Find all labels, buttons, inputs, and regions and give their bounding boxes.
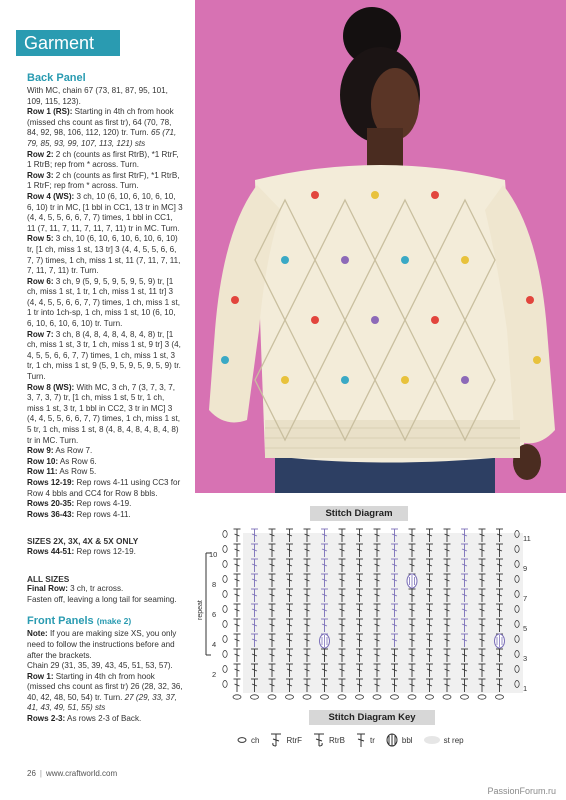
chain-stitch xyxy=(373,695,381,699)
rtrb-icon xyxy=(312,732,326,748)
row-label-11: 11 xyxy=(523,534,531,543)
bobble-icon xyxy=(385,732,399,748)
treble-icon xyxy=(355,732,367,748)
watermark: PassionForum.ru xyxy=(487,786,556,796)
repeat-label: repeat xyxy=(197,600,204,620)
row-7: Row 7: 3 ch, 8 (4, 8, 4, 8, 4, 8, 4, 8) tr, [1 ch, miss 1 st, 3 tr, 1 ch, miss 1 st, 9 tr] 3 (4, 4, 5, 5, 6, 6, 7, 7) times, 1 ch, miss 1 st, 3 tr, 1 ch, miss 1 st, 9 (5, 9, 5, 9, 5, 9, 5, 9) tr. Turn. xyxy=(27,329,181,382)
page-footer xyxy=(27,769,117,778)
stitch-diagram xyxy=(195,525,535,708)
garment-photo xyxy=(195,0,566,493)
row-label-2: 2 xyxy=(212,670,217,679)
front-note: Note: If you are making size XS, you only need to follow the instructions before and after the brackets. xyxy=(27,629,177,660)
chain-stitch xyxy=(478,695,486,699)
chain-stitch xyxy=(286,695,294,699)
rows-20-35: Rows 20-35: Rep rows 4-19. xyxy=(27,499,132,509)
key-item-bbl: bbl xyxy=(385,732,413,748)
row-label-10: 10 xyxy=(209,550,218,559)
rows-36-43: Rows 36-43: Rep rows 4-11. xyxy=(27,509,131,519)
rows-12-19: Rows 12-19: Rep rows 4-11 using CC3 for Row 4 bbls and CC4 for Row 8 bbls. xyxy=(27,477,181,498)
all-sizes-heading: ALL SIZES xyxy=(27,573,70,584)
row-4: Row 4 (WS): 3 ch, 10 (6, 10, 6, 10, 6, 10, 6, 10) tr in MC, [1 bbl in CC1, 13 tr in MC] 3 (4, 4, 5, 5, 6, 6, 7, 7) times, 1 bbl in CC1, 11 (7, 11, 7, 11, 7, 11, 7, 11) tr in MC. Turn. xyxy=(27,191,183,233)
sizes-heading: SIZES 2X, 3X, 4X & 5X ONLY xyxy=(27,536,139,547)
row-label-5: 5 xyxy=(523,624,528,633)
chain-stitch xyxy=(338,695,346,699)
chain-stitch xyxy=(303,695,311,699)
row-10: Row 10: As Row 6. xyxy=(27,456,97,466)
front-panels-heading: Front Panels (make 2) xyxy=(27,615,132,628)
chain-icon xyxy=(236,736,248,744)
rtrf-icon xyxy=(269,732,283,748)
row-5: Row 5: 3 ch, 10 (6, 10, 6, 10, 6, 10, 6, 10) tr, [1 ch, miss 1 st, 13 tr] 3 (4, 4, 5, 5, 6, 6, 7, 7) times, 1 ch, miss 1 st, 11 (7, 11, 7, 11, 7, 11, 7, 11) tr. Turn. xyxy=(27,234,181,276)
chain-stitch xyxy=(496,695,504,699)
row-9: Row 9: As Row 7. xyxy=(27,446,93,456)
repeat-bracket xyxy=(206,553,211,655)
page-number: 26 xyxy=(27,769,36,778)
chain-stitch xyxy=(443,695,451,699)
stitch-repeat-region xyxy=(243,533,523,693)
final-row: Final Row: 3 ch, tr across. xyxy=(27,584,124,594)
row-label-9: 9 xyxy=(523,564,528,573)
row-label-3: 3 xyxy=(523,654,528,663)
chain-stitch xyxy=(251,695,259,699)
stitch-key xyxy=(236,732,474,748)
chain-stitch xyxy=(461,695,469,699)
back-panel-heading: Back Panel xyxy=(27,72,86,84)
key-item-rtrb: RtrB xyxy=(312,732,345,748)
row-3: Row 3: 2 ch (counts as first RtrF), *1 RtrB, 1 RtrF; rep from * across. Turn. xyxy=(27,170,180,191)
fasten-off: Fasten off, leaving a long tail for seaming. xyxy=(27,594,177,604)
front-row-1: Row 1: Starting in 4th ch from hook (missed chs count as first tr) 26 (28, 32, 36, 40, 42, 48, 50, 54) tr. Turn. 27 (29, 33, 37, 41, 43, 49, 51, 55) sts xyxy=(27,671,183,713)
rows-44-51: Rows 44-51: Rep rows 12-19. xyxy=(27,546,136,556)
row-label-1: 1 xyxy=(523,684,528,693)
chain-stitch xyxy=(426,695,434,699)
footer-separator: | xyxy=(39,769,42,778)
chain-stitch xyxy=(356,695,364,699)
key-item-ch: ch xyxy=(236,736,259,745)
stitch-diagram-title: Stitch Diagram xyxy=(310,506,408,521)
stitch-key-title: Stitch Diagram Key xyxy=(309,710,435,725)
front-chain: Chain 29 (31, 35, 39, 43, 45, 51, 53, 57). xyxy=(27,661,173,671)
row-1: Row 1 (RS): Starting in 4th ch from hook (missed chs count as first tr), 64 (70, 78, 84, 92, 98, 106, 112, 120) tr. Turn. 65 (71, 79, 85, 93, 99, 107, 113, 121) sts xyxy=(27,107,177,148)
back-panel-intro: With MC, chain 67 (73, 81, 87, 95, 101, 109, 115, 123). xyxy=(27,86,168,106)
row-2: Row 2: 2 ch (counts as first RtrB), *1 RtrF, 1 RtrB; rep from * across. Turn. xyxy=(27,149,179,170)
instructions-column xyxy=(27,72,183,725)
chain-stitch xyxy=(391,695,399,699)
stitch-repeat-icon xyxy=(423,735,441,745)
chain-stitch xyxy=(321,695,329,699)
row-11: Row 11: As Row 5. xyxy=(27,467,97,477)
row-8: Row 8 (WS): With MC, 3 ch, 7 (3, 7, 3, 7, 3, 7, 3, 7) tr, [1 ch, miss 1 st, 5 tr, 1 ch, miss 1 st, 3 tr, 1 bbl in CC2, 3 tr in MC] 3 (4, 4, 5, 5, 6, 6, 7, 7) times, 1 ch, miss 1 st, 5 tr, 1 ch, miss 1 st, 8 (4, 8, 4, 8, 4, 8, 4, 8) tr in MC. Turn. xyxy=(27,382,180,445)
key-item-st-rep: st rep xyxy=(423,735,464,745)
key-item-tr: tr xyxy=(355,732,375,748)
chain-stitch xyxy=(268,695,276,699)
key-item-rtrf: RtrF xyxy=(269,732,302,748)
chain-stitch xyxy=(233,695,241,699)
row-label-8: 8 xyxy=(212,580,217,589)
page-title: Garment xyxy=(16,30,120,56)
footer-url: www.craftworld.com xyxy=(45,769,118,778)
row-label-4: 4 xyxy=(212,640,217,649)
model-sweater-illustration xyxy=(195,0,566,493)
chain-stitch xyxy=(408,695,416,699)
front-rows-2-3: Rows 2-3: As rows 2-3 of Back. xyxy=(27,714,142,724)
row-6: Row 6: 3 ch, 9 (5, 9, 5, 9, 5, 9, 5, 9) tr, [1 ch, miss 1 st, 1 tr, 1 ch, miss 1 st, 11 tr] 3 (4, 4, 5, 5, 6, 6, 7, 7) times, 1 ch, miss 1 st, 1 tr into 1ch-sp, 1 ch, miss 1 st, 10 (6, 10, 6, 10, 6, 10, 6, 10) tr. Turn. xyxy=(27,276,180,329)
row-label-7: 7 xyxy=(523,594,528,603)
row-label-6: 6 xyxy=(212,610,217,619)
